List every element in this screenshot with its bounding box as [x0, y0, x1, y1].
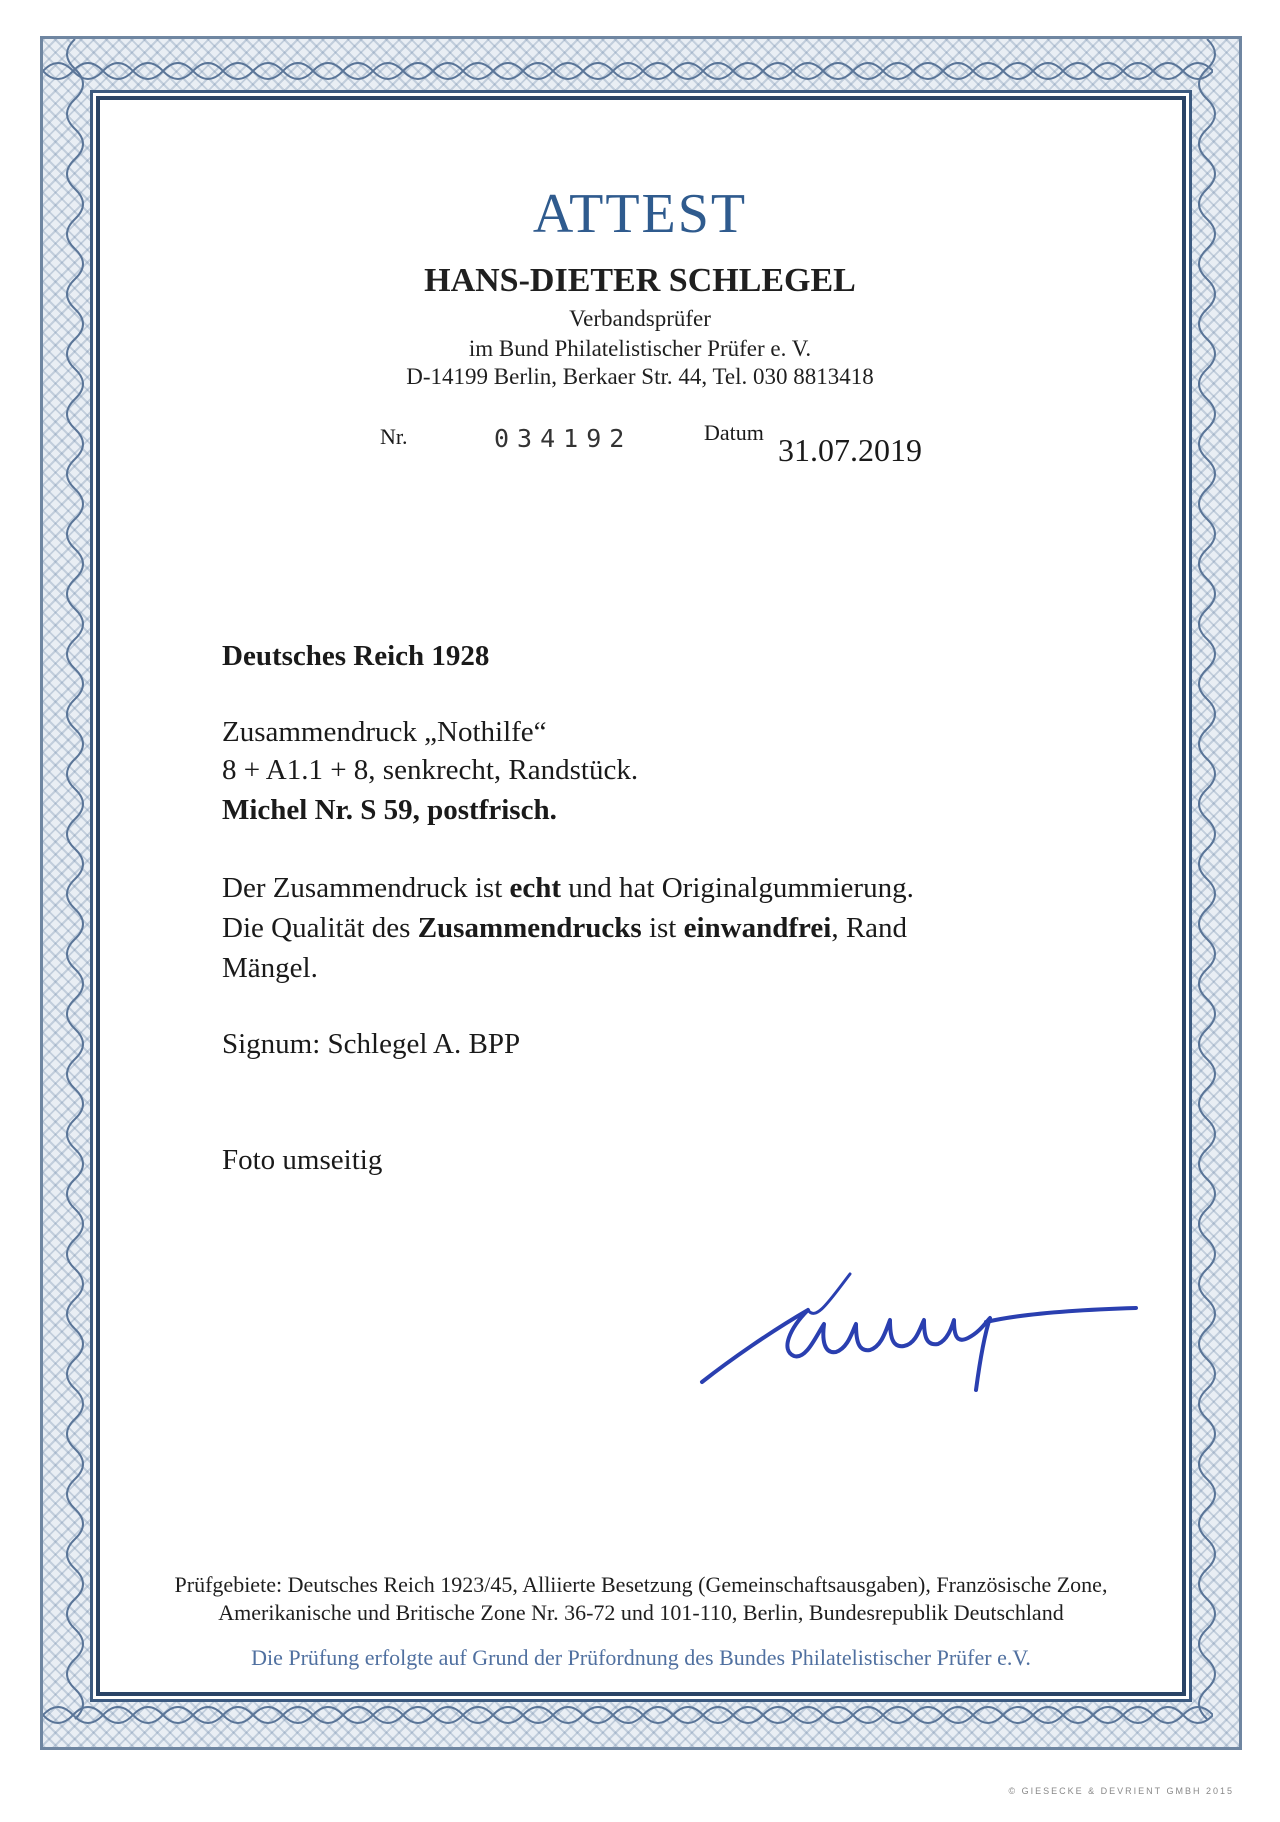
number-label: Nr. — [380, 424, 408, 449]
exam-areas-line2: Amerikanische und Britische Zone Nr. 36-72 und 101-110, Berlin, Bundesrepublik Deutschland — [218, 1600, 1064, 1625]
photo-note: Foto umseitig — [222, 1144, 383, 1176]
association-name: im Bund Philatelistischer Prüfer e. V. — [468, 336, 812, 361]
quality-statement: Die Qualität des Zusammendrucks ist einwandfrei, Rand — [222, 912, 908, 944]
printer-imprint: © GIESECKE & DEVRIENT GMBH 2015 — [1008, 1786, 1234, 1796]
certificate-number: 034192 — [494, 424, 633, 453]
exam-rules-note: Die Prüfung erfolgte auf Grund der Prüfordnung des Bundes Philatelistischer Prüfer e.V. — [251, 1645, 1031, 1670]
stamp-heading: Deutsches Reich 1928 — [222, 640, 490, 672]
authenticity-statement: Der Zusammendruck ist echt und hat Originalgummierung. — [222, 872, 914, 904]
certificate-title: ATTEST — [532, 183, 748, 245]
handwritten-signature — [690, 1240, 1150, 1440]
guilloche-top — [43, 53, 1213, 89]
examiner-address: D-14199 Berlin, Berkaer Str. 44, Tel. 030 8813418 — [406, 364, 874, 389]
certificate-date: 31.07.2019 — [778, 432, 922, 468]
stamp-description: Zusammendruck „Nothilfe“ — [222, 716, 547, 748]
exam-areas-line1: Prüfgebiete: Deutsches Reich 1923/45, Alliierte Besetzung (Gemeinschaftsausgaben), Französische Zone, — [174, 1572, 1108, 1597]
guilloche-bottom — [43, 1697, 1213, 1733]
quality-statement-cont: Mängel. — [222, 952, 318, 984]
date-label: Datum — [704, 420, 764, 445]
examiner-role: Verbandsprüfer — [569, 306, 711, 331]
stamp-composition: 8 + A1.1 + 8, senkrecht, Randstück. — [222, 754, 639, 786]
catalog-number: Michel Nr. S 59, postfrisch. — [222, 794, 557, 826]
examiner-name: HANS-DIETER SCHLEGEL — [424, 262, 856, 299]
signum-line: Signum: Schlegel A. BPP — [222, 1028, 521, 1060]
